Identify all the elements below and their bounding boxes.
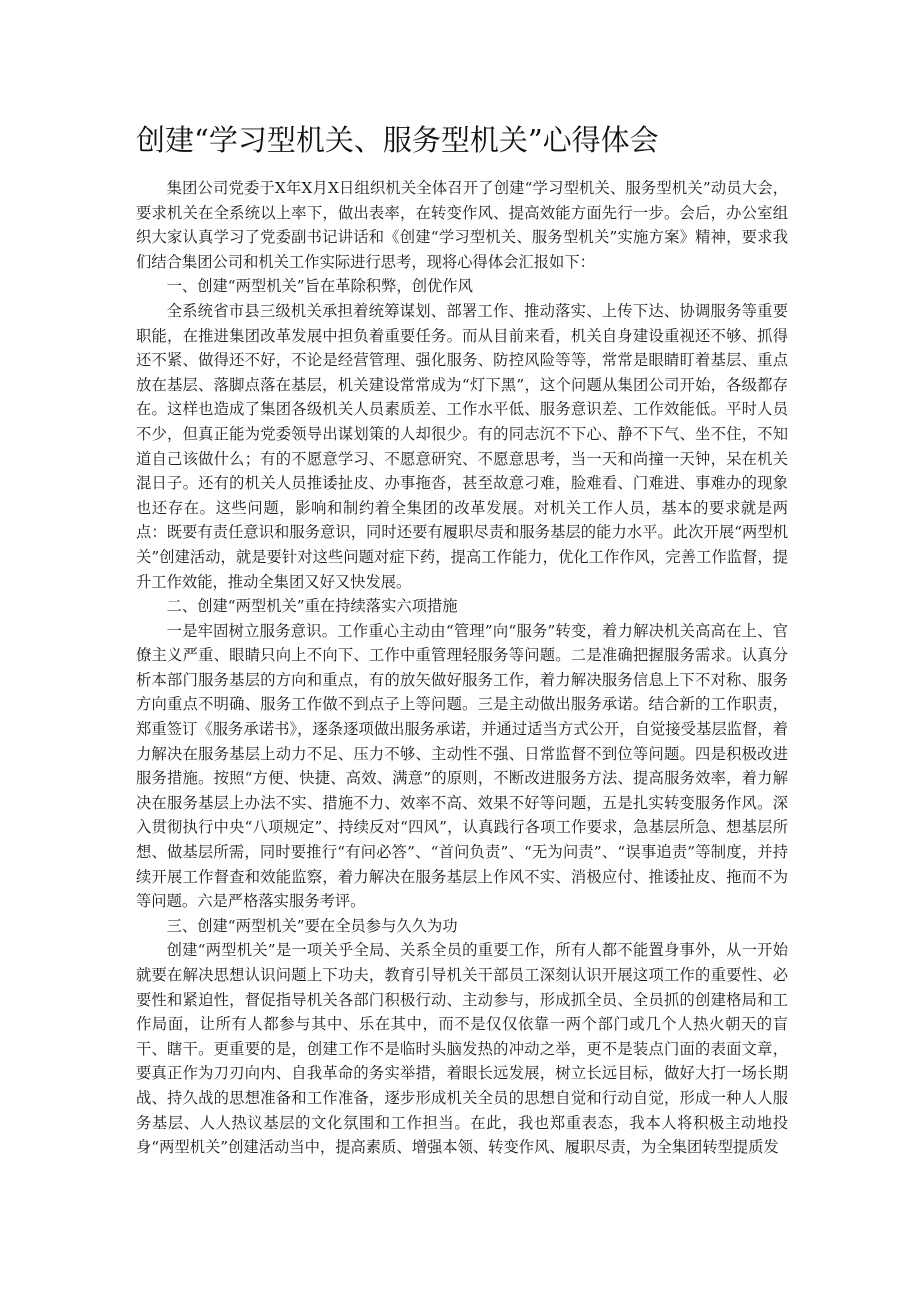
section-3-paragraph: 创建“两型机关”是一项关乎全局、关系全员的重要工作，所有人都不能置身事外，从一开始就要在解决思想认识问题上下功夫，教育引导机关干部员工深刻认识开展这项工作的重要性、必要性和紧迫性，督促指导机关各部门积极行动、主动参与，形成抓全员、全员抓的创建格局和工作局面，让所有人都参与其中、乐在其中，而不是仅仅依靠一两个部门或几个人热火朝天的盲干、瞎干。更重要的是，创建工作不是临时头脑发热的冲动之举，更不是装点门面的表面文章，要真正作为刀刃向内、自我革命的务实举措，着眼长远发展，树立长远目标，做好大打一场长期战、持久战的思想准备和工作准备，逐步形成机关全员的思想自觉和行动自觉，形成一种人人服务基层、人人热议基层的文化氛围和工作担当。在此，我也郑重表态，我本人将积极主动地投身“两型机关”创建活动当中，提高素质、增强本领、转变作风、履职尽责，为全集团转型提质发 bbox=[136, 941, 788, 1157]
document-page bbox=[136, 118, 788, 1160]
section-2-paragraph: 一是牢固树立服务意识。工作重心主动由“管理”向“服务”转变，着力解决机关高高在上、官僚主义严重、眼睛只向上不向下、工作中重管理轻服务等问题。二是准确把握服务需求。认真分析本部门服务基层的方向和重点，有的放矢做好服务工作，着力解决服务信息上下不对称、服务方向重点不明确、服务工作做不到点子上等问题。三是主动做出服务承诺。结合新的工作职责，郑重签订《服务承诺书》，逐条逐项做出服务承诺，并通过适当方式公开，自觉接受基层监督，着力解决在服务基层上动力不足、压力不够、主动性不强、日常监督不到位等问题。四是积极改进服务措施。按照“方便、快捷、高效、满意”的原则，不断改进服务方法、提高服务效率，着力解决在服务基层上办法不实、措施不力、效率不高、效果不好等问题，五是扎实转变服务作风。深入贯彻执行中央“八项规定”、持续反对“四风”，认真践行各项工作要求，急基层所急、想基层所想、做基层所需，同时要推行“有问必答”、“首问负责”、“无为问责”、“误事追责”等制度，并持续开展工作督查和效能监察，着力解决在服务基层上作风不实、消极应付、推诿扯皮、拖而不为等问题。六是严格落实服务考评。 bbox=[136, 621, 788, 911]
section-3-heading: 三、创建“两型机关”要在全员参与久久为功 bbox=[166, 916, 458, 935]
section-2-heading: 二、创建“两型机关”重在持续落实六项措施 bbox=[166, 597, 458, 616]
section-1-paragraph: 全系统省市县三级机关承担着统筹谋划、部署工作、推动落实、上传下达、协调服务等重要职能，在推进集团改革发展中担负着重要任务。而从目前来看，机关自身建设重视还不够、抓得还不紧、做得还不好，不论是经营管理、强化服务、防控风险等等，常常是眼睛盯着基层、重点放在基层、落脚点落在基层，机关建设常常成为“灯下黑”，这个问题从集团公司开始，各级都存在。这样也造成了集团各级机关人员素质差、工作水平低、服务意识差、工作效能低。平时人员不少，但真正能为党委领导出谋划策的人却很少。有的同志沉不下心、静不下气、坐不住，不知道自己该做什么；有的不愿意学习、不愿意研究、不愿意思考，当一天和尚撞一天钟，呆在机关混日子。还有的机关人员推诿扯皮、办事拖沓，甚至故意刁难，脸难看、门难进、事难办的现象也还存在。这些问题，影响和制约着全集团的改革发展。对机关工作人员，基本的要求就是两点：既要有责任意识和服务意识，同时还要有履职尽责和服务基层的能力水平。此次开展“两型机关”创建活动，就是要针对这些问题对症下药，提高工作能力，优化工作作风，完善工作监督，提升工作效能，推动全集团又好又快发展。 bbox=[136, 301, 788, 591]
intro-paragraph: 集团公司党委于X年X月X日组织机关全体召开了创建“学习型机关、服务型机关”动员大会，要求机关在全系统以上率下，做出表率，在转变作风、提高效能方面先行一步。会后，办公室组织大家认真学习了党委副书记讲话和《创建“学习型机关、服务型机关”实施方案》精神，要求我们结合集团公司和机关工作实际进行思考，现将心得体会汇报如下： bbox=[136, 179, 788, 271]
section-1-heading: 一、创建“两型机关”旨在革除积弊，创优作风 bbox=[166, 277, 473, 296]
document-title: 创建“学习型机关、服务型机关”心得体会 bbox=[136, 123, 659, 157]
